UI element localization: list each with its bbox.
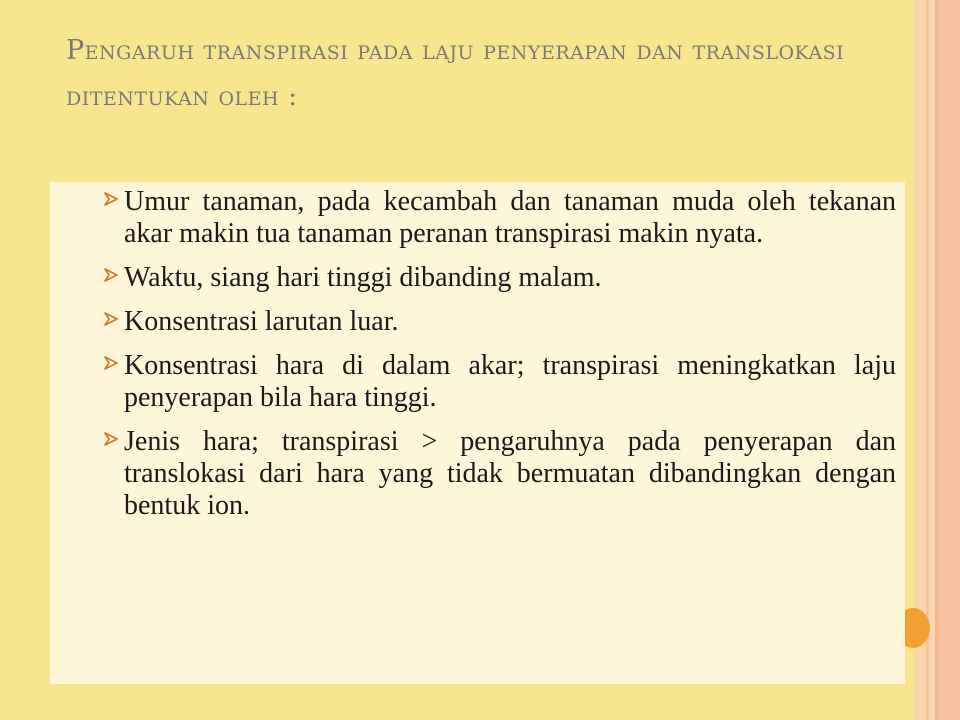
bullet-list	[104, 186, 896, 534]
arrowhead-bullet-icon	[104, 192, 118, 206]
bullet-text: Konsentrasi hara di dalam akar; transpirasi meningkatkan laju penyerapan bila hara tinggi.	[124, 350, 896, 413]
bullet-item	[104, 262, 896, 294]
bullet-item	[104, 426, 896, 522]
bullet-item	[104, 350, 896, 414]
arrowhead-bullet-icon	[104, 356, 118, 370]
bullet-text: Jenis hara; transpirasi > pengaruhnya pada penyerapan dan translokasi dari hara yang tidak bermuatan dibandingkan dengan bentuk ion.	[124, 426, 896, 521]
bullet-item	[104, 306, 896, 338]
bullet-item	[104, 186, 896, 250]
bullet-text: Waktu, siang hari tinggi dibanding malam.	[124, 262, 602, 293]
arrowhead-bullet-icon	[104, 312, 118, 326]
slide-title: Pengaruh transpirasi pada laju penyerapan dan translokasi ditentukan oleh :	[66, 35, 845, 112]
arrowhead-bullet-icon	[104, 268, 118, 282]
bullet-text: Konsentrasi larutan luar.	[124, 306, 399, 337]
arrowhead-bullet-icon	[104, 432, 118, 446]
decorative-side-band	[938, 0, 960, 720]
bullet-text: Umur tanaman, pada kecambah dan tanaman muda oleh tekanan akar makin tua tanaman peranan transpirasi makin nyata.	[124, 186, 896, 249]
